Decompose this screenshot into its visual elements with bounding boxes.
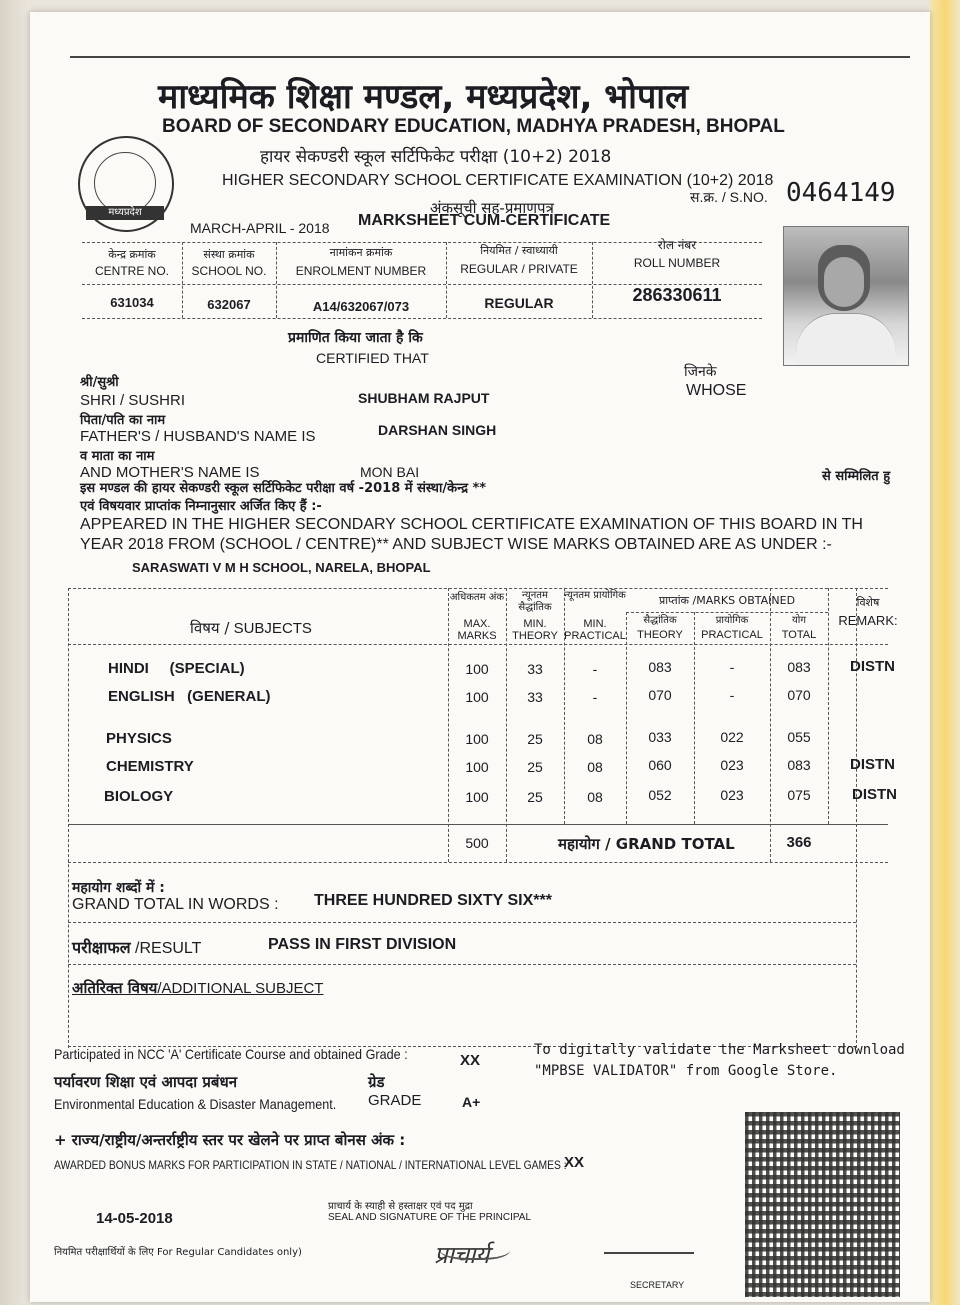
subjects-header — [190, 618, 312, 638]
page-edge-left — [0, 0, 30, 1305]
shri-label-hi: श्री/सुश्री — [80, 375, 119, 390]
additional-subject-label — [72, 978, 323, 998]
subjects-header-en: SUBJECTS — [233, 620, 312, 637]
theory-marks: 033 — [648, 729, 672, 745]
roll-label-hi: रोल नंबर — [657, 238, 697, 252]
qr-code-icon — [745, 1112, 900, 1297]
theory-marks: 060 — [648, 757, 672, 773]
appeared-line-1: APPEARED IN THE HIGHER SECONDARY SCHOOL CERTIFICATE EXAMINATION OF THIS BOARD IN TH — [80, 516, 863, 533]
total-marks: 070 — [787, 687, 811, 703]
total-header: TOTAL — [781, 629, 817, 641]
min-theory: 25 — [527, 759, 543, 775]
father-label-hi: पिता/पति का नाम — [80, 413, 166, 428]
table-row — [30, 660, 930, 682]
practical-marks: - — [729, 659, 735, 675]
result-label-en: /RESULT — [135, 940, 202, 957]
board-title-english: BOARD OF SECONDARY EDUCATION, MADHYA PRADESH, BHOPAL — [162, 116, 785, 137]
issue-date: 14-05-2018 — [96, 1210, 173, 1227]
remark: DISTN — [852, 786, 897, 803]
theory-header: THEORY — [637, 629, 683, 641]
min-theory-header: MIN. THEORY — [512, 618, 558, 642]
serial-label: स.क्र. / S.NO. — [690, 189, 768, 205]
roll-number-value: 286330611 — [632, 285, 722, 305]
candidate-photo — [783, 226, 909, 366]
min-theory: 33 — [527, 661, 543, 677]
principal-signature — [440, 1236, 510, 1260]
exam-session: MARCH-APRIL - 2018 — [190, 220, 330, 236]
bonus-value: XX — [564, 1154, 585, 1171]
father-name: DARSHAN SINGH — [378, 422, 497, 438]
max-marks: 100 — [465, 689, 489, 705]
total-marks: 083 — [787, 757, 811, 773]
remark: DISTN — [850, 658, 895, 675]
ncc-label: Participated in NCC 'A' Certificate Course and obtained Grade : — [54, 1046, 408, 1062]
appeared-line-2: YEAR 2018 FROM (SCHOOL / CENTRE)** AND SUBJECT WISE MARKS OBTAINED ARE AS UNDER :- — [80, 536, 832, 553]
subject-name: BIOLOGY — [104, 788, 174, 805]
min-theory: 33 — [527, 689, 543, 705]
table-row — [30, 788, 930, 810]
type-label-hi: नियमित / स्वाध्यायी — [480, 244, 558, 257]
exam-line-2-hi: एवं विषयवार प्राप्तांक निम्नानुसार अर्जित किए हैं :- — [80, 499, 322, 514]
grand-total-label: महायोग / GRAND TOTAL — [558, 835, 735, 853]
whose-label: WHOSE — [686, 382, 747, 399]
centre-no-label: CENTRE NO. — [94, 264, 169, 278]
mother-name: MON BAI — [360, 464, 420, 480]
enrolment-label-hi: नामांकन क्रमांक — [329, 246, 393, 259]
env-label: Environmental Education & Disaster Management. — [54, 1096, 337, 1112]
theory-marks: 052 — [648, 787, 672, 803]
max-total: 500 — [465, 835, 489, 851]
board-title-hindi: माध्यमिक शिक्षा मण्डल, मध्यप्रदेश, भोपाल — [158, 77, 689, 117]
practical-marks: - — [729, 687, 735, 703]
practical-header: PRACTICAL — [701, 629, 763, 641]
mother-label: AND MOTHER'S NAME IS — [80, 464, 260, 481]
table-row — [30, 730, 930, 752]
school-no-label: SCHOOL NO. — [191, 264, 267, 278]
certified-label: CERTIFIED THAT — [316, 350, 429, 366]
subjects-header-hi: विषय / — [190, 619, 230, 637]
max-header: MAX. MARKS — [457, 618, 497, 642]
practical-marks: 023 — [720, 787, 744, 803]
min-theory: 25 — [527, 731, 543, 747]
result-label — [72, 936, 201, 958]
secretary-label: SECRETARY — [630, 1280, 685, 1290]
whose-label-hi: जिनके — [684, 364, 717, 380]
father-label: FATHER'S / HUSBAND'S NAME IS — [80, 428, 316, 445]
candidate-name: SHUBHAM RAJPUT — [358, 390, 490, 406]
validate-note: To digitally validate the Marksheet download "MPBSE VALIDATOR" from Google Store. — [534, 1042, 905, 1079]
regular-candidates-note: नियमित परीक्षार्थियों के लिए For Regular Candidates only) — [54, 1247, 302, 1258]
theory-marks: 070 — [648, 687, 672, 703]
grade-label: GRADE — [368, 1092, 422, 1109]
words-label: GRAND TOTAL IN WORDS : — [72, 896, 279, 913]
school-no-value: 632067 — [207, 297, 251, 312]
result-label-hi: परीक्षाफल — [72, 938, 131, 957]
included-label-hi: से सम्मिलित हु — [822, 469, 891, 484]
roll-label: ROLL NUMBER — [633, 256, 721, 270]
top-border — [70, 56, 910, 58]
subject-name: PHYSICS — [106, 730, 172, 747]
school-no-label-hi: संस्था क्रमांक — [203, 248, 255, 261]
min-practical: 08 — [587, 789, 603, 805]
min-practical: 08 — [587, 759, 603, 775]
principal-stamp: प्राचार्य — [434, 1241, 490, 1269]
enrolment-value: A14/632067/073 — [312, 299, 410, 314]
remark: DISTN — [850, 756, 895, 773]
practical-marks: 022 — [720, 729, 744, 745]
secretary-signature — [604, 1232, 694, 1254]
total-marks: 083 — [787, 659, 811, 675]
additional-label-hi: अतिरिक्त विषय — [72, 979, 158, 997]
result-value: PASS IN FIRST DIVISION — [268, 936, 457, 953]
centre-no-label-hi: केन्द्र क्रमांक — [108, 248, 156, 261]
exam-title-english: HIGHER SECONDARY SCHOOL CERTIFICATE EXAMINATION (10+2) 2018 — [222, 172, 774, 189]
principal-sign-label-hi: प्राचार्य के स्याही से हस्ताक्षर एवं पद मुद्रा — [328, 1201, 473, 1212]
type-label: REGULAR / PRIVATE — [460, 262, 578, 276]
practical-marks: 023 — [720, 757, 744, 773]
total-header-hi: योग — [791, 615, 807, 626]
min-practical-header: MIN. PRACTICAL — [564, 618, 626, 642]
table-row — [30, 758, 930, 780]
env-grade-value: A+ — [462, 1094, 481, 1110]
additional-label-en: /ADDITIONAL SUBJECT — [157, 980, 324, 997]
grand-total-value: 366 — [786, 834, 812, 851]
exam-line-1-hi: इस मण्डल की हायर सेकण्डरी स्कूल सर्टिफिकेट परीक्षा वर्ष -2018 में संस्था/केन्द्र ** — [80, 481, 487, 496]
theory-marks: 083 — [648, 659, 672, 675]
bonus-label-hi: + राज्य/राष्ट्रीय/अन्तर्राष्ट्रीय स्तर पर खेलने पर प्राप्त बोनस अंक : — [54, 1131, 406, 1149]
principal-sign-label: SEAL AND SIGNATURE OF THE PRINCIPAL — [328, 1212, 532, 1223]
seal-label: मध्यप्रदेश — [86, 206, 164, 220]
min-practical-header-hi: न्यूनतम प्रायोगिक — [564, 590, 626, 601]
grade-label-hi: ग्रेड — [368, 1073, 385, 1091]
min-theory: 25 — [527, 789, 543, 805]
doc-type-hindi: अंकसूची सह-प्रमाणपत्र — [430, 199, 554, 217]
subject-name: ENGLISH (GENERAL) — [108, 688, 271, 705]
board-seal-icon — [78, 136, 174, 232]
enrolment-label: ENROLMENT NUMBER — [295, 264, 427, 278]
school-name: SARASWATI V M H SCHOOL, NARELA, BHOPAL — [132, 560, 431, 575]
min-practical: 08 — [587, 731, 603, 747]
shri-label: SHRI / SUSHRI — [80, 392, 186, 409]
exam-title-hindi: हायर सेकण्डरी स्कूल सर्टिफिकेट परीक्षा (10+2) 2018 — [260, 147, 612, 167]
total-marks: 055 — [787, 729, 811, 745]
total-marks: 075 — [787, 787, 811, 803]
subject-name: HINDI (SPECIAL) — [108, 660, 245, 677]
table-row — [30, 688, 930, 710]
marks-obtained-header: प्राप्तांक /MARKS OBTAINED — [658, 594, 796, 607]
centre-no-value: 631034 — [110, 295, 154, 310]
max-marks: 100 — [465, 731, 489, 747]
serial-number: 0464149 — [786, 178, 896, 208]
doc-type-english: MARKSHEET CUM-CERTIFICATE — [358, 212, 611, 229]
max-marks: 100 — [465, 661, 489, 677]
min-theory-header-hi: न्यूनतम सैद्धांतिक — [518, 590, 552, 613]
remark-header-hi: विशेष — [856, 596, 880, 609]
words-label-hi: महायोग शब्दों में : — [72, 880, 165, 896]
remark-header: REMARK: — [838, 613, 898, 628]
env-label-hi: पर्यावरण शिक्षा एवं आपदा प्रबंधन — [54, 1073, 238, 1091]
grand-total-words: THREE HUNDRED SIXTY SIX*** — [314, 892, 552, 909]
practical-header-hi: प्रायोगिक — [715, 615, 749, 626]
mother-label-hi: व माता का नाम — [80, 449, 155, 464]
min-practical: - — [592, 661, 598, 677]
type-value: REGULAR — [484, 295, 554, 311]
bonus-label: AWARDED BONUS MARKS FOR PARTICIPATION IN STATE / NATIONAL / INTERNATIONAL LEVEL GAMES : — [54, 1158, 567, 1172]
max-header-hi: अधिकतम अंक — [449, 592, 505, 603]
max-marks: 100 — [465, 789, 489, 805]
theory-header-hi: सैद्धांतिक — [643, 615, 677, 626]
max-marks: 100 — [465, 759, 489, 775]
ncc-grade: XX — [460, 1052, 481, 1069]
certified-label-hi: प्रमाणित किया जाता है कि — [288, 330, 423, 346]
subject-name: CHEMISTRY — [106, 758, 194, 775]
page-edge-right — [930, 0, 960, 1305]
marksheet-document — [30, 12, 930, 1302]
min-practical: - — [592, 689, 598, 705]
